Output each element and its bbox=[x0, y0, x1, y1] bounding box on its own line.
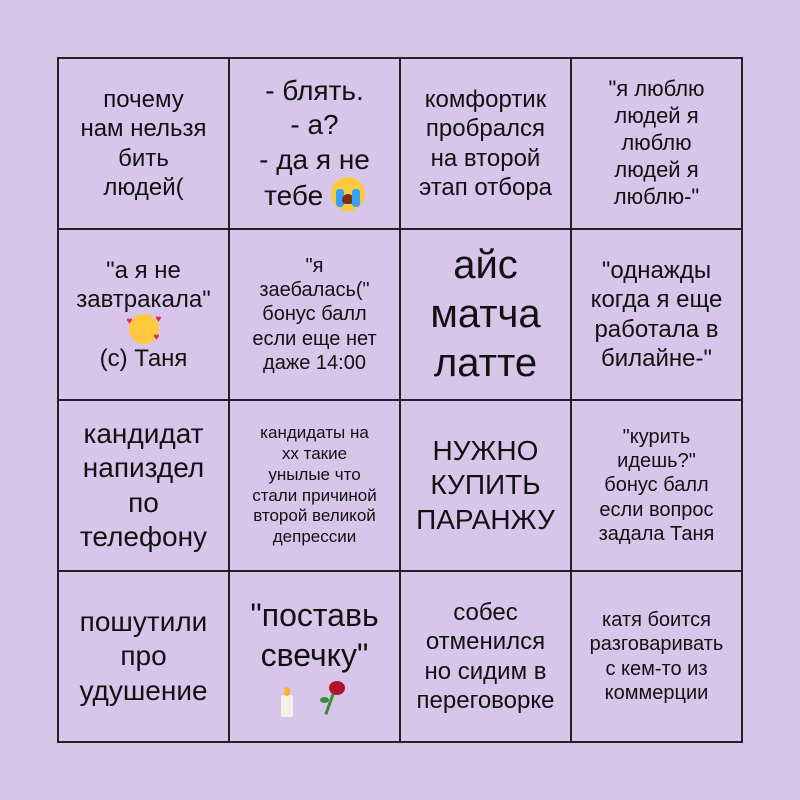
cell-text: "я люблю людей я люблю людей я люблю-" bbox=[608, 76, 705, 209]
cell-text: почему нам нельзя бить людей( bbox=[80, 85, 207, 201]
cell-text: катя боится разговаривать с кем-то из коммерции bbox=[589, 608, 724, 704]
cell-text: айс матча латте bbox=[430, 243, 541, 385]
smiling-face-with-hearts-icon: ♥ ♥ ♥ bbox=[126, 314, 162, 344]
cell-text: "а я не завтракала" bbox=[76, 256, 211, 313]
cell-text: пошутили про удушение bbox=[79, 606, 208, 706]
bingo-cell-4[interactable] bbox=[571, 58, 742, 229]
emoji-row bbox=[281, 681, 347, 717]
cell-text: - блять. - а? - да я не тебе bbox=[259, 75, 370, 211]
cell-text: "поставь свечку" bbox=[250, 597, 379, 673]
bingo-cell-8[interactable] bbox=[571, 229, 742, 400]
cell-text: "я заебалась(" бонус балл если еще нет даже 14:00 bbox=[252, 254, 377, 375]
bingo-cell-10[interactable] bbox=[229, 400, 400, 571]
cell-text: кандидат напиздел по телефону bbox=[79, 418, 208, 552]
cell-text: комфортик пробрался на второй этап отбора bbox=[418, 85, 553, 201]
bingo-cell-9[interactable] bbox=[58, 400, 229, 571]
cell-text: собес отменился но сидим в переговорке bbox=[416, 598, 555, 714]
bingo-cell-14[interactable] bbox=[229, 571, 400, 742]
bingo-cell-2[interactable] bbox=[229, 58, 400, 229]
bingo-cell-16[interactable] bbox=[571, 571, 742, 742]
cell-text: НУЖНО КУПИТЬ ПАРАНЖУ bbox=[416, 435, 555, 535]
bingo-board bbox=[57, 57, 743, 743]
cell-text: "однажды когда я еще работала в билайне-" bbox=[590, 256, 723, 372]
bingo-cell-7[interactable] bbox=[400, 229, 571, 400]
bingo-cell-5[interactable] bbox=[58, 229, 229, 400]
candle-icon bbox=[281, 687, 293, 717]
cell-text: кандидаты на хх такие унылые что стали причиной второй великой депрессии bbox=[252, 423, 377, 546]
bingo-cell-12[interactable] bbox=[571, 400, 742, 571]
bingo-cell-15[interactable] bbox=[400, 571, 571, 742]
wilted-rose-icon bbox=[320, 681, 348, 717]
bingo-cell-11[interactable] bbox=[400, 400, 571, 571]
loudly-crying-face-icon bbox=[331, 177, 365, 211]
bingo-cell-1[interactable] bbox=[58, 58, 229, 229]
bingo-cell-13[interactable] bbox=[58, 571, 229, 742]
bingo-cell-3[interactable] bbox=[400, 58, 571, 229]
bingo-cell-6[interactable] bbox=[229, 229, 400, 400]
cell-text: "курить идешь?" бонус балл если вопрос задала Таня bbox=[598, 425, 715, 546]
cell-attribution: (с) Таня bbox=[99, 345, 188, 373]
